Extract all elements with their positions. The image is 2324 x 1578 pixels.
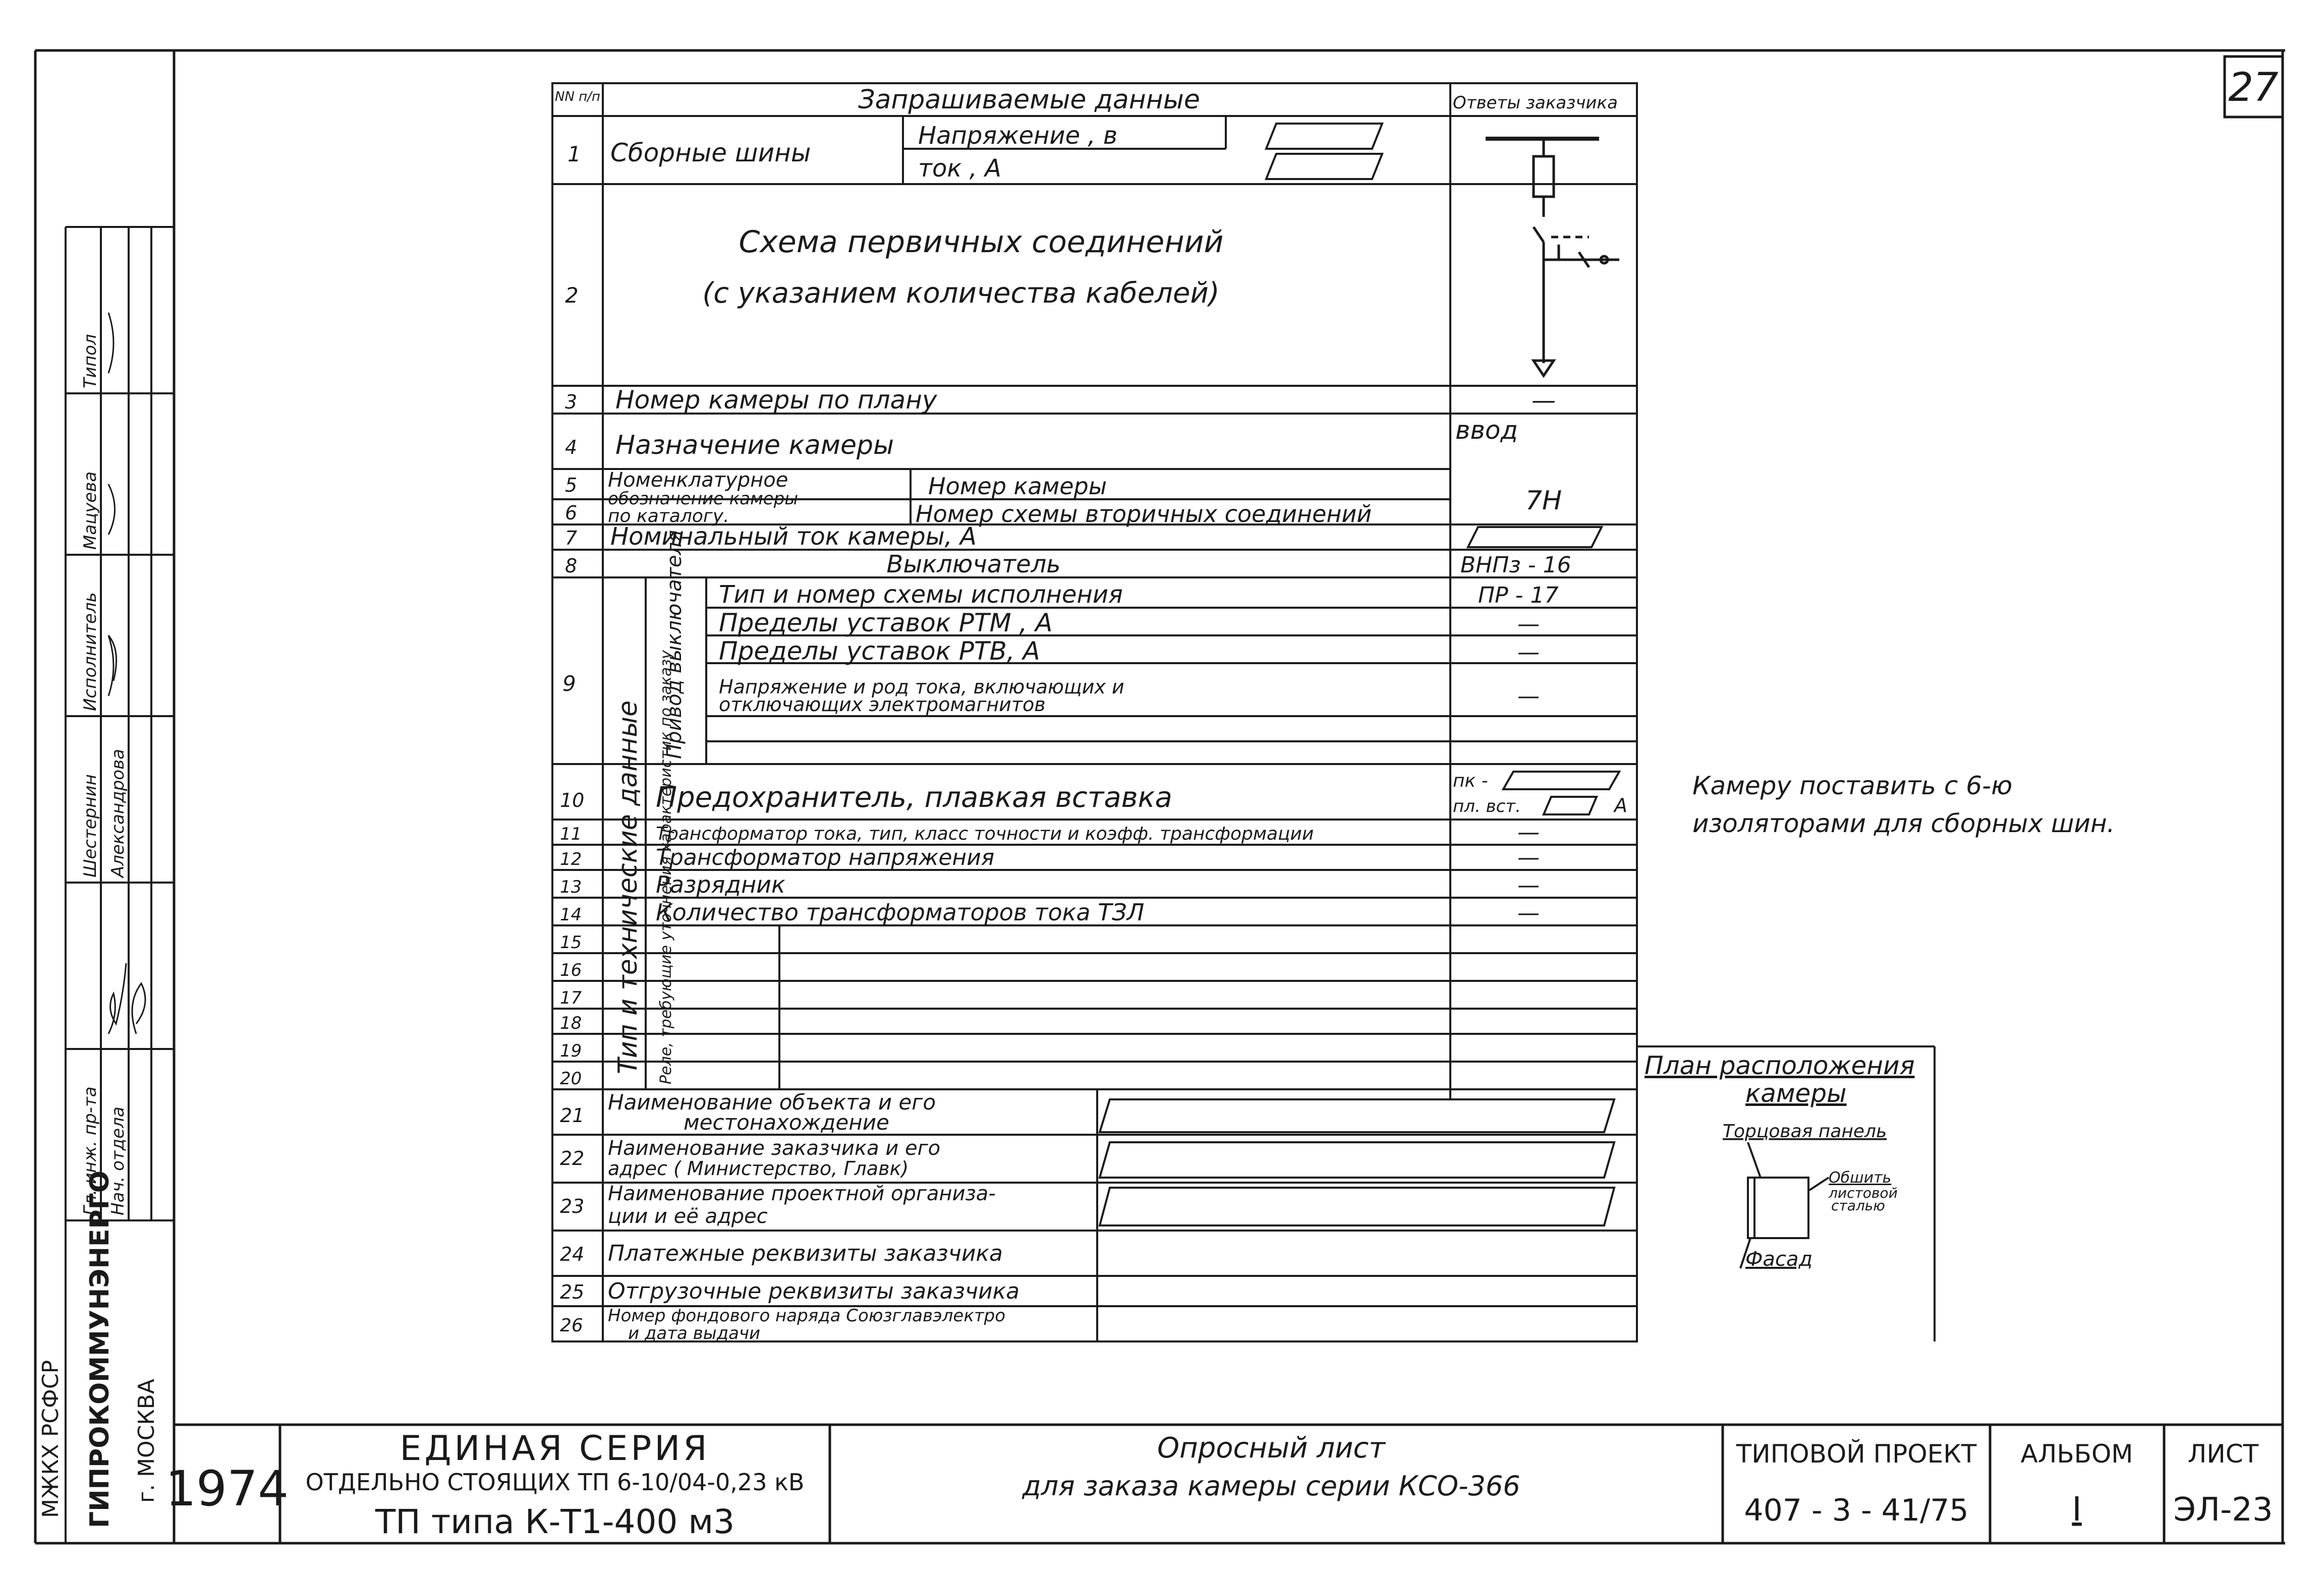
row-11-number: 11: [560, 824, 582, 844]
row-20-number: 20: [560, 1069, 582, 1089]
row-9-voltage-line-1: Напряжение и род тока, включающих и: [719, 676, 1124, 698]
role-head-department: Нач. отдела: [108, 1106, 128, 1215]
group-relays: Реле, требующие уточнения характеристик по заказу: [657, 650, 675, 1084]
row-12-number: 12: [560, 849, 582, 869]
row-23-label-1: Наименование проектной организа-: [608, 1182, 996, 1205]
row-9-rtv-limits: Пределы уставок РТВ, А: [719, 636, 1040, 666]
org-ministry: МЖКХ РСФСР: [38, 1360, 64, 1518]
row-13-answer: —: [1517, 872, 1540, 898]
name-tipol: Типол: [80, 334, 100, 388]
row-14-label: Количество трансформаторов тока ТЗЛ: [656, 899, 1145, 926]
camera-layout-plan: [1637, 1046, 1935, 1341]
row-5-6-label-2: обозначение камеры: [608, 489, 799, 509]
row-21-answer-field[interactable]: [1100, 1099, 1614, 1132]
page-number-box: [2225, 56, 2283, 117]
page-number: 27: [2228, 65, 2279, 110]
row-13-number: 13: [560, 877, 582, 897]
row-25-label: Отгрузочные реквизиты заказчика: [608, 1278, 1020, 1304]
row-9-rtm-answer: —: [1517, 611, 1540, 637]
role-executor-1: Исполнитель: [80, 592, 100, 711]
row-22-label-1: Наименование заказчика и его: [608, 1137, 941, 1160]
row-5-6-label-3: по каталогу.: [608, 506, 729, 527]
project-label: ТИПОВОЙ ПРОЕКТ: [1736, 1439, 1977, 1469]
row-21-number: 21: [560, 1104, 585, 1127]
row-14-answer: —: [1517, 900, 1540, 926]
plan-sheath-3: сталью: [1831, 1197, 1885, 1214]
row-12-label: Трансформатор напряжения: [656, 845, 995, 870]
group-type-technical-data: Тип и технические данные: [613, 700, 643, 1074]
row-24-number: 24: [560, 1243, 585, 1265]
row-17-number: 17: [560, 988, 582, 1008]
row-22-answer-field[interactable]: [1100, 1142, 1614, 1178]
row-9-rtm-limits: Пределы уставок РТМ , А: [719, 608, 1053, 637]
row-5-sub: Номер камеры: [928, 473, 1107, 500]
row-1-label: Сборные шины: [610, 138, 811, 167]
installation-note: [1692, 771, 2115, 838]
row-9-rtv-answer: —: [1517, 639, 1540, 665]
row-10-label: Предохранитель, плавкая вставка: [656, 781, 1172, 814]
group-breaker-drive: Привод выключателя: [663, 530, 686, 759]
row-1-current: ток , А: [918, 154, 1001, 183]
row-26-label-2: и дата выдачи: [628, 1323, 761, 1343]
header-customer-answers: Ответы заказчика: [1453, 93, 1618, 113]
row-10-number: 10: [560, 789, 585, 811]
row-15-number: 15: [560, 932, 582, 953]
project-number: 407 - 3 - 41/75: [1744, 1493, 1969, 1528]
row-10-unit: А: [1614, 794, 1627, 816]
row-2-subtitle: (с указанием количества кабелей): [702, 277, 1220, 310]
note-line-1: Камеру поставить с 6-ю: [1692, 771, 2013, 800]
plan-title-2: камеры: [1745, 1079, 1847, 1108]
row-2-number: 2: [565, 283, 579, 308]
row-19-number: 19: [560, 1041, 582, 1061]
plan-sheath-1: Обшить: [1829, 1169, 1892, 1187]
row-3-answer: —: [1532, 386, 1556, 415]
plan-sheath-2: листовой: [1829, 1185, 1898, 1201]
row-4-answer: ввод: [1455, 416, 1518, 445]
row-10-insert-field[interactable]: [1544, 797, 1597, 814]
signature-marks: [108, 313, 145, 1034]
row-10-type-field[interactable]: [1503, 772, 1619, 789]
row-1-voltage: Напряжение , в: [918, 122, 1118, 150]
row-4-label: Назначение камеры: [615, 430, 894, 460]
row-8-label: Выключатель: [886, 550, 1061, 578]
row-11-answer: —: [1517, 820, 1540, 845]
questionnaire-table: [552, 83, 1637, 1343]
row-5-number: 5: [565, 474, 578, 496]
row-16-number: 16: [560, 960, 582, 980]
row-1-voltage-field[interactable]: [1266, 124, 1382, 149]
series-title: ЕДИНАЯ СЕРИЯ: [400, 1429, 710, 1469]
sheet-label: ЛИСТ: [2187, 1439, 2259, 1469]
row-22-label-2: адрес ( Министерство, Главк): [608, 1157, 909, 1180]
plan-end-panel: Торцовая панель: [1723, 1121, 1887, 1142]
row-10-answer-insert: пл. вст.: [1453, 796, 1521, 816]
name-aleksandrova: Александрова: [108, 749, 128, 878]
title-block: [165, 1425, 2283, 1543]
row-8-answer: ВНПз - 16: [1460, 552, 1571, 578]
row-7-number: 7: [565, 527, 578, 549]
substation-type: ТП типа К-Т1-400 м3: [375, 1502, 735, 1541]
row-25-number: 25: [560, 1281, 585, 1303]
row-6-number: 6: [565, 502, 578, 524]
row-8-number: 8: [565, 555, 578, 577]
doc-title-1: Опросный лист: [1157, 1432, 1385, 1465]
left-approval-strip: [38, 227, 174, 1543]
row-9-type-scheme: Тип и номер схемы исполнения: [719, 580, 1123, 609]
org-city: г. МОСКВА: [134, 1379, 159, 1503]
plan-facade: Фасад: [1745, 1248, 1813, 1271]
row-6-sub: Номер схемы вторичных соединений: [916, 500, 1372, 528]
row-5-6-answer: 7Н: [1525, 486, 1562, 516]
row-13-label: Разрядник: [656, 871, 785, 898]
series-subtitle: ОТДЕЛЬНО СТОЯЩИХ ТП 6-10/04-0,23 кВ: [305, 1469, 805, 1496]
row-9-number: 9: [562, 671, 576, 696]
row-9-type-answer: ПР - 17: [1478, 582, 1559, 608]
row-3-number: 3: [565, 391, 578, 413]
row-9-voltage-line-2: отключающих электромагнитов: [719, 693, 1046, 716]
plan-title-1: План расположения: [1645, 1051, 1915, 1080]
row-11-label: Трансформатор тока, тип, класс точности и коэфф. трансформации: [656, 824, 1314, 844]
header-requested-data: Запрашиваемые данные: [858, 85, 1200, 115]
row-7-label: Номинальный ток камеры, А: [610, 522, 977, 551]
row-23-number: 23: [560, 1195, 585, 1217]
row-26-label-1: Номер фондового наряда Союзглавэлектро: [608, 1306, 1006, 1326]
primary-circuit-symbol: [1486, 139, 1619, 376]
row-5-6-label-1: Номенклатурное: [608, 469, 788, 492]
header-number: NN п/п: [555, 89, 600, 104]
role-chief-engineer: Гл. инж. пр-та: [80, 1086, 100, 1215]
row-3-label: Номер камеры по плану: [615, 385, 937, 415]
year: 1974: [165, 1460, 289, 1517]
org-institute: ГИПРОКОММУНЭНЕРГО: [85, 1171, 115, 1528]
row-10-answer-type: пк -: [1453, 771, 1488, 791]
doc-title-2: для заказа камеры серии КСО-366: [1022, 1470, 1520, 1502]
sheet-number: ЭЛ-23: [2173, 1491, 2273, 1529]
row-23-answer-field[interactable]: [1100, 1188, 1614, 1225]
name-matsueva: Мацуева: [80, 471, 100, 550]
row-21-label-2: местонахождение: [684, 1110, 889, 1135]
row-4-number: 4: [565, 436, 578, 458]
note-line-2: изоляторами для сборных шин.: [1692, 809, 2115, 838]
row-24-label: Платежные реквизиты заказчика: [608, 1241, 1003, 1266]
row-1-current-field[interactable]: [1266, 154, 1382, 179]
row-9-voltage-answer: —: [1517, 683, 1540, 709]
row-14-number: 14: [560, 905, 582, 925]
row-12-answer: —: [1517, 845, 1540, 870]
name-shesternin: Шестернин: [80, 774, 100, 878]
row-22-number: 22: [560, 1147, 585, 1170]
row-7-answer-field[interactable]: [1468, 527, 1602, 547]
album-label: АЛЬБОМ: [2020, 1439, 2133, 1469]
row-1-number: 1: [568, 142, 581, 166]
row-18-number: 18: [560, 1013, 582, 1033]
row-21-label-1: Наименование объекта и его: [608, 1090, 936, 1115]
album-number: I: [2072, 1490, 2082, 1529]
row-26-number: 26: [560, 1315, 583, 1336]
row-2-title: Схема первичных соединений: [739, 224, 1224, 260]
row-23-label-2: ции и её адрес: [608, 1205, 768, 1228]
